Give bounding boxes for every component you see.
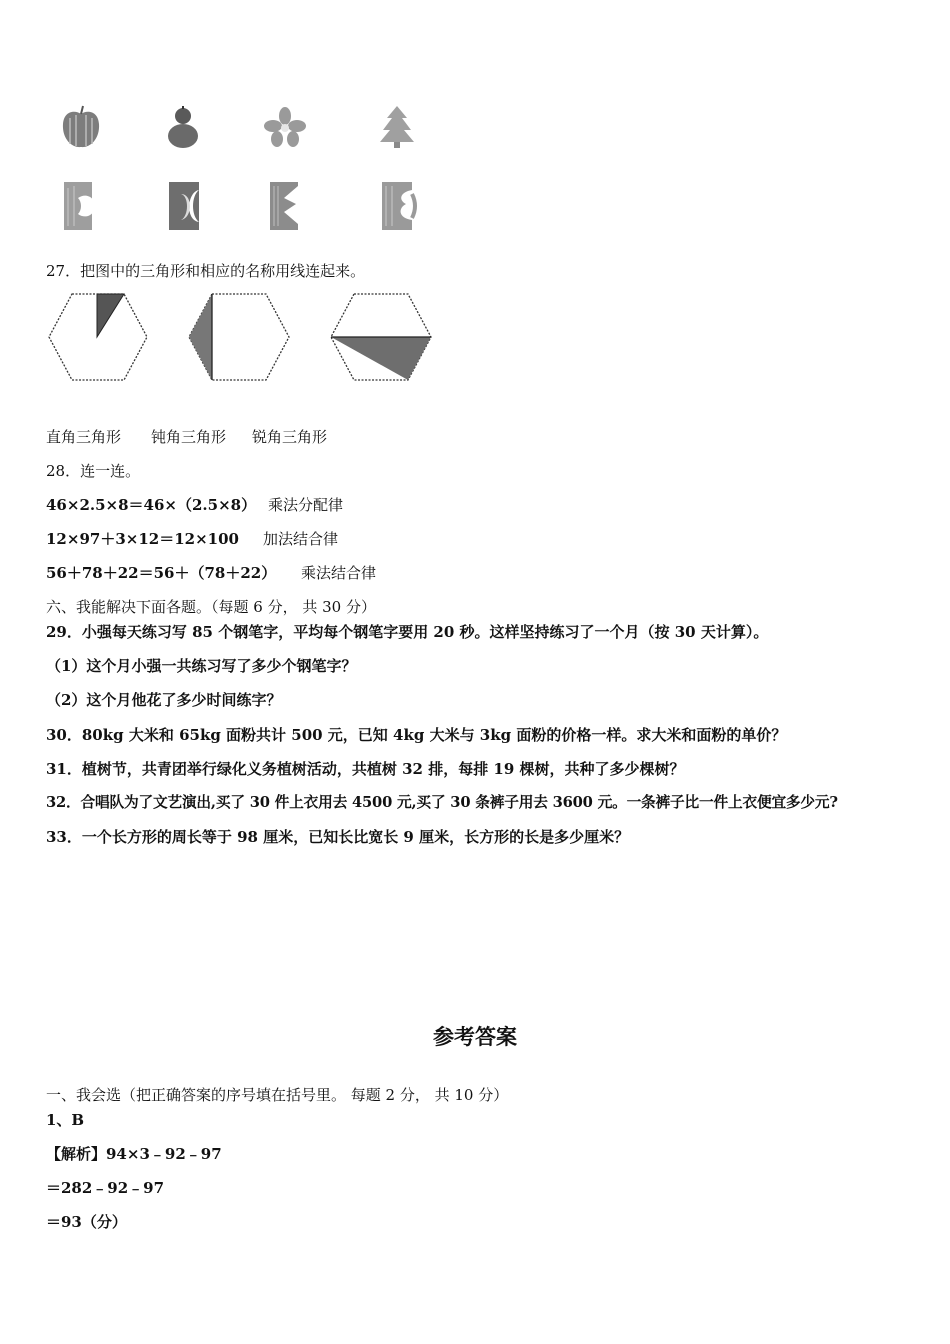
question-28-prompt: 28．连一连。 bbox=[46, 462, 141, 480]
hexagon-triangle-3-figure bbox=[328, 290, 434, 384]
answer-1-step-1: ＝282﹣92﹣97 bbox=[46, 1179, 165, 1197]
paper-cut-leaf-image bbox=[60, 180, 100, 232]
answer-1: 1、B bbox=[46, 1111, 85, 1129]
q28-law-1: 乘法分配律 bbox=[268, 496, 344, 514]
q28-expression-3: 56＋78＋22＝56＋（78＋22） bbox=[46, 564, 277, 582]
hexagon-triangle-1-figure bbox=[46, 290, 150, 384]
answers-title: 参考答案 bbox=[433, 1025, 517, 1049]
question-30-text: 30．80kg 大米和 65kg 面粉共计 500 元，已知 4kg 大米与 3kg 面粉的价格一样。求大米和面粉的单价？ bbox=[46, 726, 787, 744]
q28-law-2: 加法结合律 bbox=[263, 530, 339, 548]
question-29-text: 29．小强每天练习写 85 个钢笔字，平均每个钢笔字要用 20 秒。这样坚持练习了一个月（按 30 天计算）。 bbox=[46, 623, 769, 641]
section-6-heading: 六、我能解决下面各题。（每题 6 分， 共 30 分） bbox=[46, 598, 376, 616]
answers-section-1-heading: 一、我会选（把正确答案的序号填在括号里。 每题 2 分， 共 10 分） bbox=[46, 1086, 509, 1104]
triangle-names-row bbox=[46, 427, 327, 447]
triangle-name-acute: 锐角三角形 bbox=[252, 428, 328, 446]
flower-silhouette-image bbox=[263, 106, 307, 148]
question-31-text: 31．植树节，共青团举行绿化义务植树活动，共植树 32 排，每排 19 棵树，共种了多少棵树？ bbox=[46, 760, 685, 778]
q28-expression-2: 12×97＋3×12＝12×100 bbox=[46, 530, 239, 548]
triangle-name-right: 直角三角形 bbox=[46, 428, 122, 446]
tree-silhouette-image bbox=[377, 104, 417, 150]
apple-silhouette-image bbox=[58, 104, 104, 152]
q28-law-3: 乘法结合律 bbox=[301, 564, 377, 582]
question-32-text: 32．合唱队为了文艺演出,买了 30 件上衣用去 4500 元,买了 30 条裤子用去 3600 元。一条裤子比一件上衣便宜多少元? bbox=[46, 794, 838, 811]
question-29-sub1: （1）这个月小强一共练习写了多少个钢笔字？ bbox=[46, 657, 357, 675]
question-27-prompt: 27．把图中的三角形和相应的名称用线连起来。 bbox=[46, 262, 366, 280]
paper-cut-crescent-image bbox=[165, 180, 205, 232]
triangle-name-obtuse: 钝角三角形 bbox=[151, 428, 227, 446]
answer-1-step-2: ＝93（分） bbox=[46, 1213, 127, 1231]
hexagon-triangle-2-figure bbox=[186, 290, 292, 384]
paper-cut-zigzag-image bbox=[266, 180, 306, 232]
question-29-sub2: （2）这个月他花了多少时间练字？ bbox=[46, 691, 282, 709]
q28-expression-1: 46×2.5×8＝46×（2.5×8） bbox=[46, 496, 257, 514]
paper-cut-curve-image bbox=[378, 180, 420, 232]
answer-1-analysis: 【解析】94×3﹣92﹣97 bbox=[46, 1145, 222, 1163]
question-33-text: 33．一个长方形的周长等于 98 厘米，已知长比宽长 9 厘米，长方形的长是多少厘米？ bbox=[46, 828, 630, 846]
gourd-silhouette-image bbox=[163, 104, 203, 150]
